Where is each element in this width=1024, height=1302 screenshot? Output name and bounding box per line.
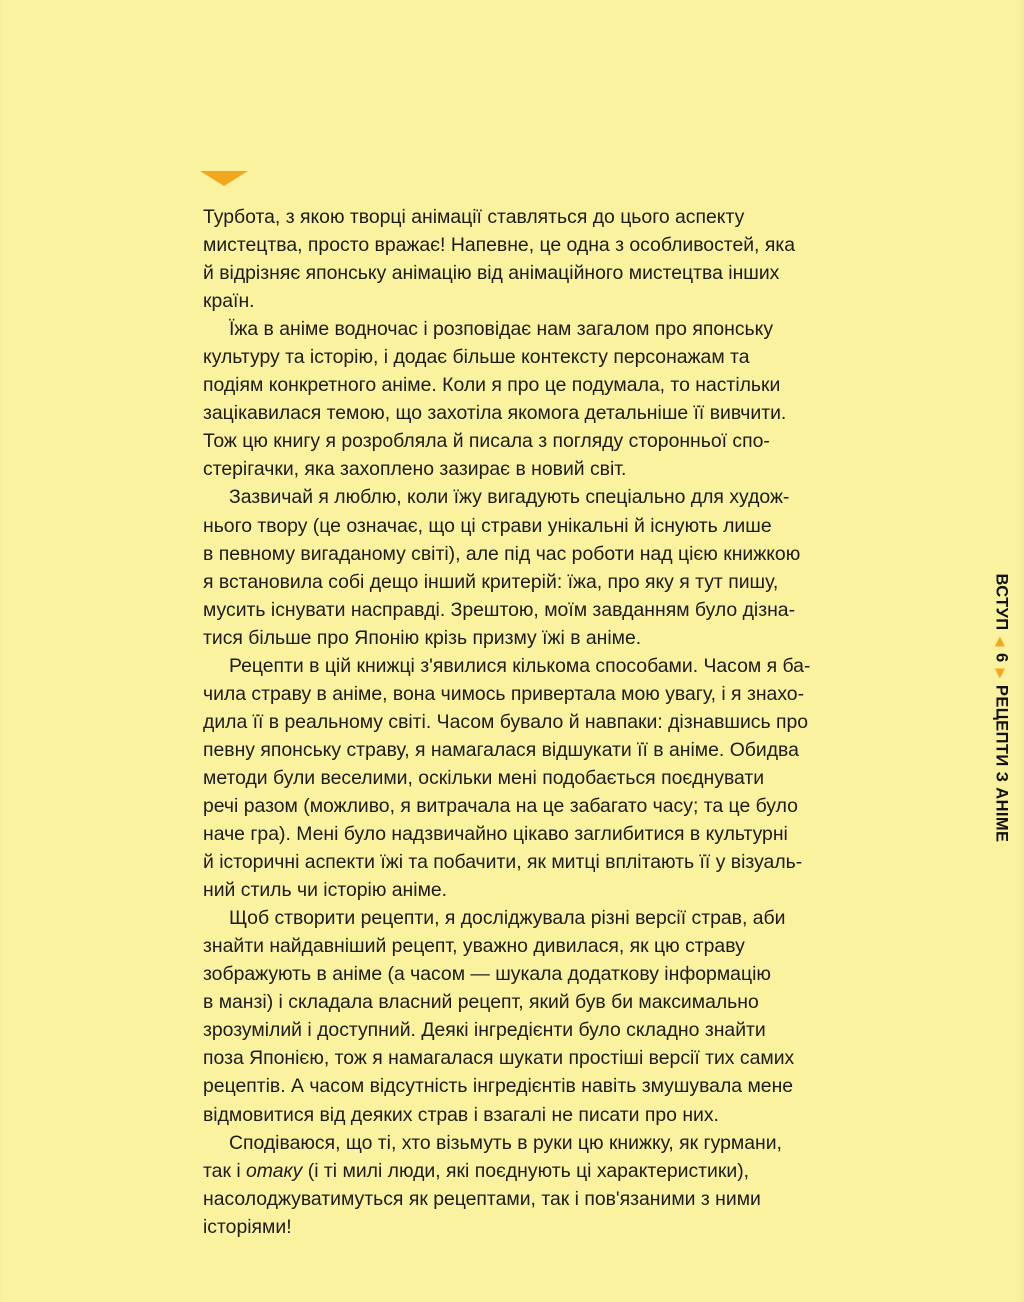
text-line: так і отаку (і ті милі люди, які поєднують ці характеристики),	[203, 1159, 750, 1182]
text-line: й відрізняє японську анімацію від анімаційного мистецтва інших	[203, 262, 780, 285]
section-marker-triangle	[200, 171, 248, 186]
paragraph	[203, 483, 865, 651]
text-line: зрозумілий і доступний. Деякі інгредієнти було складно знайти	[203, 1019, 766, 1042]
text-line: Рецепти в цій книжці з'явилися кількома способами. Часом я ба-	[229, 654, 811, 677]
text-line: поза Японією, тож я намагалася шукати простіші версії тих самих	[203, 1047, 795, 1070]
running-head-section: ВСТУП	[992, 573, 1011, 631]
text-line: зображують в аніме (а часом — шукала додаткову інформацію	[203, 963, 771, 986]
text-line: мистецтва, просто вражає! Напевне, це одна з особливостей, яка	[203, 234, 796, 257]
text-line: Їжа в аніме водночас і розповідає нам загалом про японську	[229, 318, 774, 341]
text-line: зацікавилася темою, що захотіла якомога детальніше її вивчити.	[203, 402, 787, 425]
text-line: нього твору (це означає, що ці страви унікальні й існують лише	[203, 514, 772, 537]
text-line: Тож цю книгу я розробляла й писала з погляду сторонньої спо-	[203, 430, 770, 453]
running-head-separator-left: ◀	[994, 636, 1009, 647]
text-line: Турбота, з якою творці анімації ставляться до цього аспекту	[203, 206, 745, 228]
page-number: 6	[992, 652, 1011, 663]
text-line: в манзі) і складала власний рецепт, який був би максимально	[203, 991, 759, 1014]
text-line: відмовитися від деяких страв і взагалі не писати про них.	[203, 1103, 719, 1126]
text-line: ний стиль чи історію аніме.	[203, 879, 448, 902]
text-line: країн.	[203, 290, 255, 313]
body-text	[203, 203, 865, 1241]
text-line: дила її в реальному світі. Часом бувало й навпаки: дізнавшись про	[203, 710, 809, 733]
text-line: тися більше про Японію крізь призму їжі в аніме.	[203, 626, 642, 649]
text-line: подіям конкретного аніме. Коли я про це подумала, то настільки	[203, 374, 781, 397]
text-line: наче гра). Мені було надзвичайно цікаво заглибитися в культурні	[203, 823, 788, 846]
paragraph	[203, 652, 865, 904]
text-line: речі разом (можливо, я витрачала на це забагато часу; та це було	[203, 794, 798, 817]
text-line: культуру та історію, і додає більше контексту персонажам та	[203, 346, 750, 369]
text-line: історіями!	[203, 1215, 292, 1238]
text-line: певну японську страву, я намагалася відшукати її в аніме. Обидва	[203, 738, 799, 761]
text-line: Щоб створити рецепти, я досліджувала різні версії страв, аби	[229, 907, 786, 930]
running-head-book-title: РЕЦЕПТИ З АНІМЕ	[992, 684, 1011, 843]
text-line: насолоджуватимуться як рецептами, так і пов'язаними з ними	[203, 1187, 761, 1210]
text-line: рецептів. А часом відсутність інгредієнтів навіть змушувала мене	[203, 1075, 794, 1098]
text-line: в певному вигаданому світі), але під час роботи над цією книжкою	[203, 542, 801, 565]
paragraph	[203, 203, 865, 315]
text-line: Сподіваюся, що ті, хто візьмуть в руки цю книжку, як гурмани,	[229, 1131, 782, 1154]
text-line: й історичні аспекти їжі та побачити, як митці вплітають її у візуаль-	[203, 851, 803, 874]
emphasized-word: отаку	[246, 1159, 303, 1182]
text-line: я встановила собі дещо інший критерій: їжа, про яку я тут пишу,	[203, 570, 779, 593]
paragraph	[203, 1129, 865, 1241]
text-line: методи були веселими, оскільки мені подобається поєднувати	[203, 766, 765, 789]
text-line: стерігачки, яка захоплено зазирає в новий світ.	[203, 458, 627, 481]
text-line: знайти найдавніший рецепт, уважно дивилася, як цю страву	[203, 935, 745, 958]
paragraph	[203, 315, 865, 483]
text-line: Зазвичай я люблю, коли їжу вигадують спеціально для худож-	[229, 486, 790, 509]
running-head-separator-right: ▶	[994, 668, 1009, 679]
paragraph	[203, 904, 865, 1128]
running-head	[992, 574, 1011, 843]
text-line: чила страву в аніме, вона чимось привертала мою увагу, і я знахо-	[203, 682, 805, 705]
text-line: мусить існувати насправді. Зрештою, моїм завданням було дізна-	[203, 598, 796, 621]
